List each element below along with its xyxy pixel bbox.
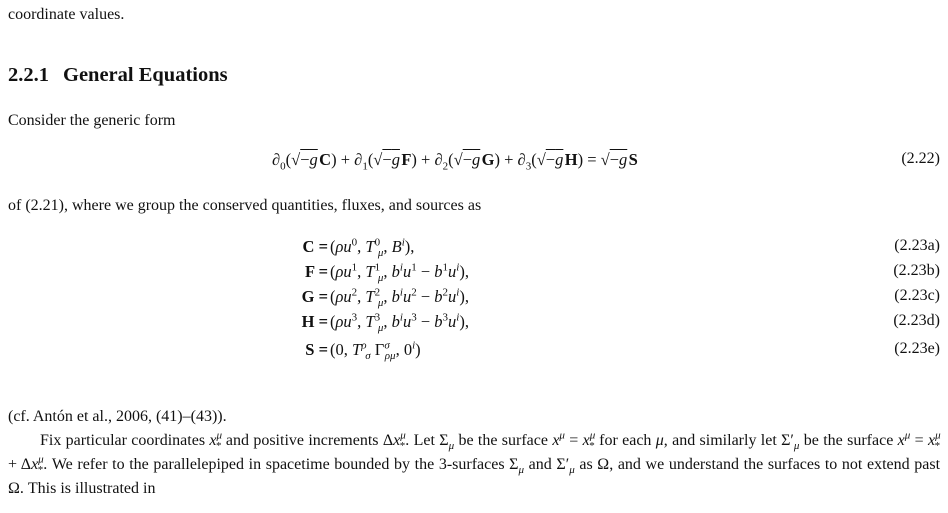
system-rhs: ($\rho u^0$, $T^0$ $_\mu$, $B^i$),: [330, 236, 415, 260]
body-paragraph: Fix particular coordinates $x^\mu_*$ and positive increments $\Delta x^\mu_*$. Let $\Sigma_\mu$ be the surface $x^\mu = x^\mu_*$ for each μ, and similarly let $\Sigma'_\mu$ be the surface $x^\mu = x^\mu_* + \Delta x^\mu_*$. We refer to the parallelepiped in spacetime bounded by the 3-surfaces $\Sigma_\mu$ and $\Sigma'_\mu$ as Ω, and we understand the surfaces to not extend past Ω. This is illustrated in: [8, 429, 941, 497]
intro-text: Consider the generic form: [8, 112, 176, 129]
system-rhs: ($\rho u^2$, $T^2$ $_\mu$, $b^iu^2 - b^2u^i$),: [330, 286, 469, 310]
section-number: 2.2.1: [8, 64, 49, 86]
system-lhs: C =: [302, 237, 328, 256]
equation-tag: (2.23c): [894, 287, 940, 304]
section-heading: [8, 64, 228, 87]
equation-tag: (2.23a): [894, 237, 940, 254]
system-lhs: S =: [305, 340, 328, 359]
system-rhs: ($\rho u^1$, $T^1$ $_\mu$, $b^iu^1 - b^1u^i$),: [330, 261, 469, 285]
system-rhs: (0, $T^\rho$ $_\sigma$ $\Gamma^\sigma_{\rho\mu}$, 0$^i$): [330, 339, 421, 363]
citation: (cf. Antón et al., 2006, (41)–(43)).: [8, 408, 227, 425]
system-lhs: F =: [305, 262, 328, 281]
equation-tag: (2.23d): [893, 312, 940, 329]
section-title: General Equations: [63, 64, 228, 86]
system-rhs: ($\rho u^3$, $T^3$ $_\mu$, $b^iu^3 - b^3u^i$),: [330, 311, 469, 335]
main-equation: $\partial_0(√-g$ $C) + \partial_1(√-g$ $F) + \partial_2(√-g$ $G) + \partial_3(√-g$ H) = √−g S: [272, 150, 638, 173]
system-lhs: G =: [301, 287, 328, 306]
equation-tag: (2.23e): [894, 340, 940, 357]
group-sentence: of (2.21), where we group the conserved quantities, fluxes, and sources as: [8, 197, 482, 214]
equation-tag: (2.23b): [893, 262, 940, 279]
top-line: coordinate values.: [8, 6, 125, 23]
system-lhs: H =: [301, 312, 328, 331]
equation-tag: (2.22): [901, 150, 940, 167]
